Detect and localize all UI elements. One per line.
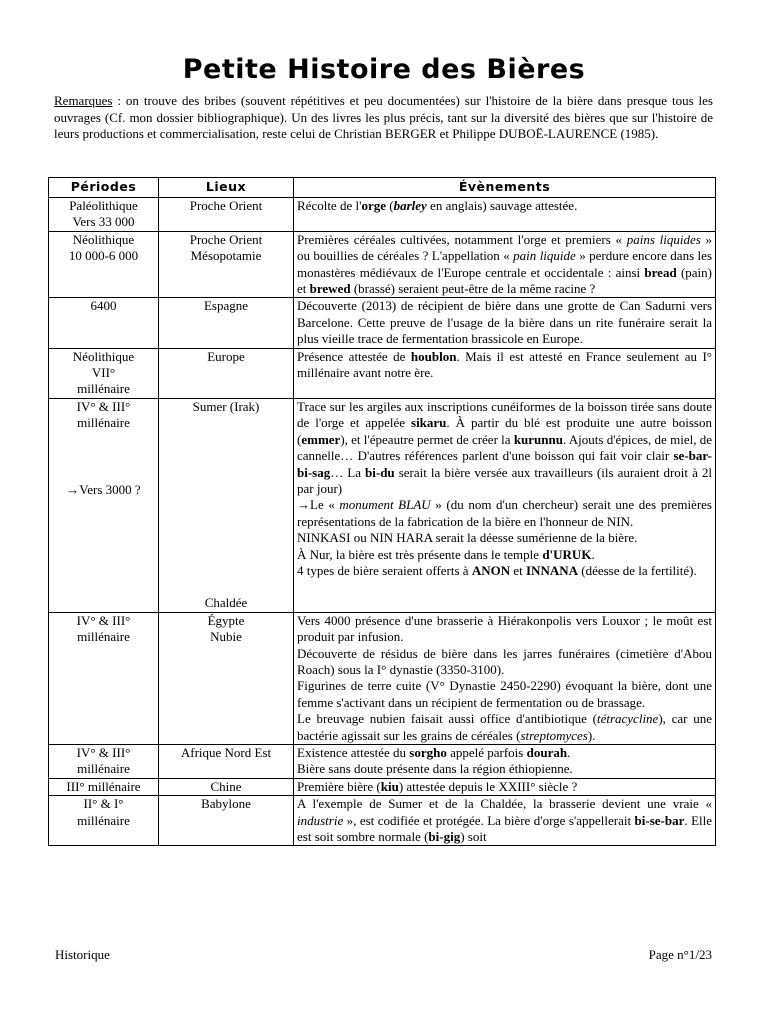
evenement-paragraph: À Nur, la bière est très présente dans le temple d'URUK. (297, 546, 595, 562)
header-evenements: Évènements (294, 178, 716, 198)
evenement-paragraph: →Le « monument BLAU » (du nom d'un chercheur) serait une des premières représentations de la fabrication de la bière en l'honneur de NIN. (297, 497, 712, 529)
page-title: Petite Histoire des Bières (182, 54, 586, 85)
evenement-paragraph: Vers 4000 présence d'une brasserie à Hiérakonpolis vers Louxor ; le moût est produit par infusion. (297, 612, 712, 645)
evenement-paragraph: Trace sur les argiles aux inscriptions cunéiformes de la boisson tirée sans doute de l'orge et appelée sikaru. À partir du blé est produite une autre boisson (emmer), et l'épeautre permet de créer la kurunnu. Ajouts d'épices, de miel, de cannelle… D'autres références parlent d'une boisson qui fait voir clair se-bar-bi-sag… La bi-du serait la bière versée aux travailleurs (ils auraient droit à 2l par jour) (297, 398, 712, 496)
remarks-text: : on trouve des bribes (souvent répétitives et peu documentées) sur l'histoire de la bière dans presque tous les ouvrages (Cf. mon dossier bibliographique). Un des livres les plus précis, tant sur la diversité des bières que sur l'histoire de leurs productions et commercialisation, reste celui de Christian BERGER et Philippe DUBOË-LAURENCE (1985). (54, 93, 713, 141)
evenement-cell: Premières céréales cultivées, notamment l'orge et premiers « pains liquides » ou bouillies de céréales ? L'appellation « pain liquide » perdure encore dans les monastères médiévaux de l'Europe centrale et occidentale : ainsi bread (pain) et brewed (brassé) seraient peut-être de la même racine ? (294, 231, 716, 298)
evenement-cell (294, 398, 716, 612)
lieu-line: Mésopotamie (190, 248, 262, 264)
lieu-cell (159, 398, 294, 612)
periode-cell: 6400 (49, 298, 159, 348)
remarks-paragraph (54, 93, 713, 143)
header-lieux: Lieux (159, 178, 294, 198)
lieu-cell: Europe (159, 348, 294, 398)
spacer (52, 432, 155, 482)
evenement-paragraph: Découverte de résidus de bière dans les jarres funéraires (cimetière d'Abou Roach) sous la I° dynastie (3350-3100). (297, 645, 712, 677)
periode-line: 10 000-6 000 (68, 248, 139, 264)
lieu-cell: Babylone (159, 796, 294, 846)
footer-page-number: Page n°1/23 (648, 947, 712, 962)
table-row (49, 612, 716, 744)
evenement-cell: Présence attestée de houblon. Mais il est attesté en France seulement au I° millénaire avant notre ère. (294, 348, 716, 398)
periode-line: millénaire (77, 629, 130, 645)
periode-line: Vers 33 000 (72, 214, 135, 230)
remarks-label: Remarques (54, 93, 113, 108)
lieu-cell: Chine (159, 778, 294, 795)
table-header-row (49, 178, 716, 198)
periode-cell (49, 744, 159, 778)
periode-line: millénaire (77, 415, 130, 431)
periode-line: IV° & III° (76, 612, 131, 628)
periode-cell (49, 198, 159, 232)
evenement-paragraph: Le breuvage nubien faisait aussi office d'antibiotique (tétracycline), car une bactérie agissait sur les grains de céréales (streptomyces). (297, 711, 713, 743)
periode-cell (49, 612, 159, 744)
periode-cell (49, 348, 159, 398)
lieu-line: Chaldée (204, 595, 248, 611)
periode-line: Néolithique (72, 348, 135, 364)
evenement-cell: Découverte (2013) de récipient de bière dans une grotte de Can Sadurni vers Barcelone. Cette preuve de l'usage de la bière dans un rite funéraire serait la plus vieille trace de fermentation brassicole en Europe. (294, 298, 716, 348)
periode-line: millénaire (77, 812, 130, 828)
periode-line: VII° (91, 365, 116, 381)
table-row (49, 348, 716, 398)
periode-cell (49, 398, 159, 612)
table-row (49, 198, 716, 232)
evenement-paragraph: Existence attestée du sorgho appelé parfois dourah. (297, 744, 571, 760)
periode-line: IV° & III° (76, 744, 131, 760)
evenement-paragraph: Figurines de terre cuite (V° Dynastie 2450-2290) évoquant la bière, dont une femme s'activant dans un récipient de fermentation ou de brassage. (297, 678, 712, 710)
lieu-cell: Proche Orient (159, 198, 294, 232)
evenement-paragraph: Bière sans doute présente dans la région éthiopienne. (297, 761, 573, 777)
header-periodes: Périodes (49, 178, 159, 198)
periode-line: IV° & III° (76, 398, 131, 414)
evenement-cell: Récolte de l'orge (barley en anglais) sauvage attestée. (294, 198, 716, 232)
evenement-paragraph: NINKASI ou NIN HARA serait la déesse sumérienne de la bière. (297, 530, 638, 546)
footer-left: Historique (55, 947, 110, 962)
table-row (49, 231, 716, 298)
table-row (49, 744, 716, 778)
lieu-line: Égypte (207, 612, 245, 628)
table-row (49, 398, 716, 612)
lieu-cell (159, 231, 294, 298)
periode-line: Néolithique (72, 231, 135, 247)
evenement-paragraph: 4 types de bière seraient offerts à ANON et INNANA (déesse de la fertilité). (297, 562, 697, 578)
lieu-line: Nubie (210, 629, 242, 645)
evenement-cell (294, 612, 716, 744)
table-row (49, 778, 716, 795)
periode-cell (49, 796, 159, 846)
table-row (49, 796, 716, 846)
periode-cell (49, 231, 159, 298)
evenement-cell: Première bière (kiu) attestée depuis le XXIII° siècle ? (294, 778, 716, 795)
spacer (162, 415, 290, 595)
lieu-cell: Espagne (159, 298, 294, 348)
lieu-cell (159, 612, 294, 744)
lieu-line: Proche Orient (189, 231, 263, 247)
evenement-cell (294, 744, 716, 778)
periode-line: →Vers 3000 ? (66, 481, 141, 497)
lieu-line: Sumer (Irak) (192, 398, 260, 414)
periode-line: II° & I° (83, 796, 124, 812)
periode-line: millénaire (77, 761, 130, 777)
periode-cell: III° millénaire (49, 778, 159, 795)
history-table (48, 177, 716, 846)
periode-line: Paléolithique (69, 198, 138, 213)
periode-line: millénaire (77, 381, 130, 397)
lieu-cell: Afrique Nord Est (159, 744, 294, 778)
evenement-cell: A l'exemple de Sumer et de la Chaldée, la brasserie devient une vraie « industrie », est codifiée et protégée. La bière d'orge s'appellerait bi-se-bar. Elle est soit sombre normale (bi-gig) soit (294, 796, 716, 846)
table-row (49, 298, 716, 348)
